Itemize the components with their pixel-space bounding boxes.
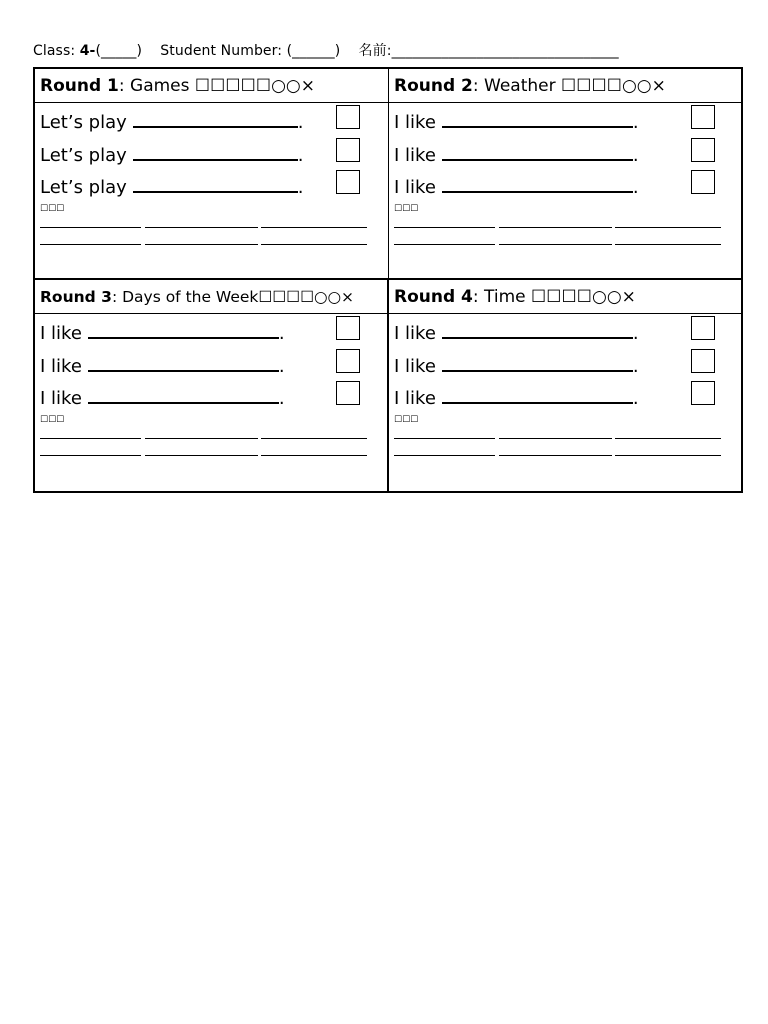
name-label: 名前: — [358, 43, 392, 59]
answer-prompt: I like — [394, 177, 436, 198]
class-blank[interactable]: (_____) — [95, 43, 143, 59]
answer-blank[interactable] — [442, 173, 633, 193]
check-box[interactable] — [691, 138, 715, 162]
round-2-panel — [389, 69, 741, 280]
answer-period: . — [632, 388, 639, 409]
answer-period: . — [297, 112, 304, 133]
check-box[interactable] — [336, 381, 360, 405]
answer-prompt: I like — [394, 323, 436, 344]
round-1-note: ☐☐☐ — [40, 204, 65, 214]
answer-row — [389, 314, 741, 347]
worksheet-header — [33, 40, 619, 60]
answer-blank[interactable] — [133, 141, 298, 161]
round-3-topic: : Days of the Week☐☐☐☐○○× — [111, 288, 355, 306]
round-4-panel — [389, 280, 741, 491]
answer-prompt: I like — [394, 112, 436, 133]
round-3-label: Round 3 — [40, 288, 112, 306]
answer-period: . — [632, 177, 639, 198]
check-box[interactable] — [336, 105, 360, 129]
class-label: Class: — [33, 43, 80, 59]
answer-period: . — [278, 355, 285, 377]
answer-period: . — [278, 323, 285, 344]
answer-prompt: Let’s play — [40, 177, 127, 198]
answer-prompt: I like — [394, 388, 436, 409]
answer-period: . — [632, 112, 639, 133]
answer-blank[interactable] — [88, 384, 279, 404]
round-1-label: Round 1 — [40, 76, 119, 96]
answer-period: . — [278, 388, 285, 409]
answer-blank[interactable] — [88, 352, 279, 372]
check-box[interactable] — [691, 170, 715, 194]
answer-period: . — [632, 355, 639, 377]
round-2-topic: : Weather ☐☐☐☐○○× — [472, 76, 666, 96]
round-1-title — [35, 69, 388, 103]
round-3-note: ☐☐☐ — [40, 415, 65, 425]
class-value: 4- — [79, 43, 96, 59]
student-number-field[interactable]: Student Number: (______) — [160, 43, 341, 59]
round-1-topic: : Games ☐☐☐☐☐○○× — [118, 76, 316, 96]
answer-row — [35, 168, 388, 201]
answer-period: . — [297, 177, 304, 198]
answer-blank[interactable] — [442, 108, 633, 128]
round-3-panel — [35, 280, 389, 491]
check-box[interactable] — [691, 381, 715, 405]
answer-row — [389, 379, 741, 412]
round-4-title — [389, 280, 741, 314]
check-box[interactable] — [336, 349, 360, 373]
rounds-grid — [33, 67, 743, 493]
answer-row — [389, 168, 741, 201]
check-box[interactable] — [691, 349, 715, 373]
answer-blank[interactable] — [442, 141, 633, 161]
answer-prompt: I like — [40, 388, 82, 409]
answer-prompt: I like — [394, 355, 436, 377]
check-box[interactable] — [691, 105, 715, 129]
check-box[interactable] — [336, 138, 360, 162]
answer-prompt: I like — [40, 355, 82, 377]
name-field[interactable]: ________________________________ — [391, 43, 619, 59]
round-4-topic: : Time ☐☐☐☐○○× — [472, 287, 636, 307]
check-box[interactable] — [336, 170, 360, 194]
answer-row — [389, 347, 741, 380]
round-2-label: Round 2 — [394, 76, 473, 96]
answer-blank[interactable] — [133, 173, 298, 193]
answer-prompt: Let’s play — [40, 144, 127, 166]
round-1-panel — [35, 69, 389, 280]
answer-row — [35, 314, 387, 347]
round-4-label: Round 4 — [394, 287, 473, 307]
answer-row — [35, 379, 387, 412]
answer-prompt: I like — [394, 144, 436, 166]
check-box[interactable] — [336, 316, 360, 340]
round-2-note: ☐☐☐ — [394, 204, 419, 214]
answer-period: . — [297, 144, 304, 166]
answer-row — [389, 136, 741, 169]
round-3-title — [35, 280, 387, 314]
check-box[interactable] — [691, 316, 715, 340]
round-4-note: ☐☐☐ — [394, 415, 419, 425]
answer-blank[interactable] — [442, 384, 633, 404]
answer-prompt: Let’s play — [40, 112, 127, 133]
answer-row — [35, 347, 387, 380]
answer-period: . — [632, 144, 639, 166]
answer-prompt: I like — [40, 323, 82, 344]
answer-row — [35, 136, 388, 169]
answer-blank[interactable] — [442, 352, 633, 372]
answer-blank[interactable] — [133, 108, 298, 128]
answer-row — [389, 103, 741, 136]
answer-blank[interactable] — [88, 319, 279, 339]
round-2-title — [389, 69, 741, 103]
answer-row — [35, 103, 388, 136]
answer-period: . — [632, 323, 639, 344]
answer-blank[interactable] — [442, 319, 633, 339]
